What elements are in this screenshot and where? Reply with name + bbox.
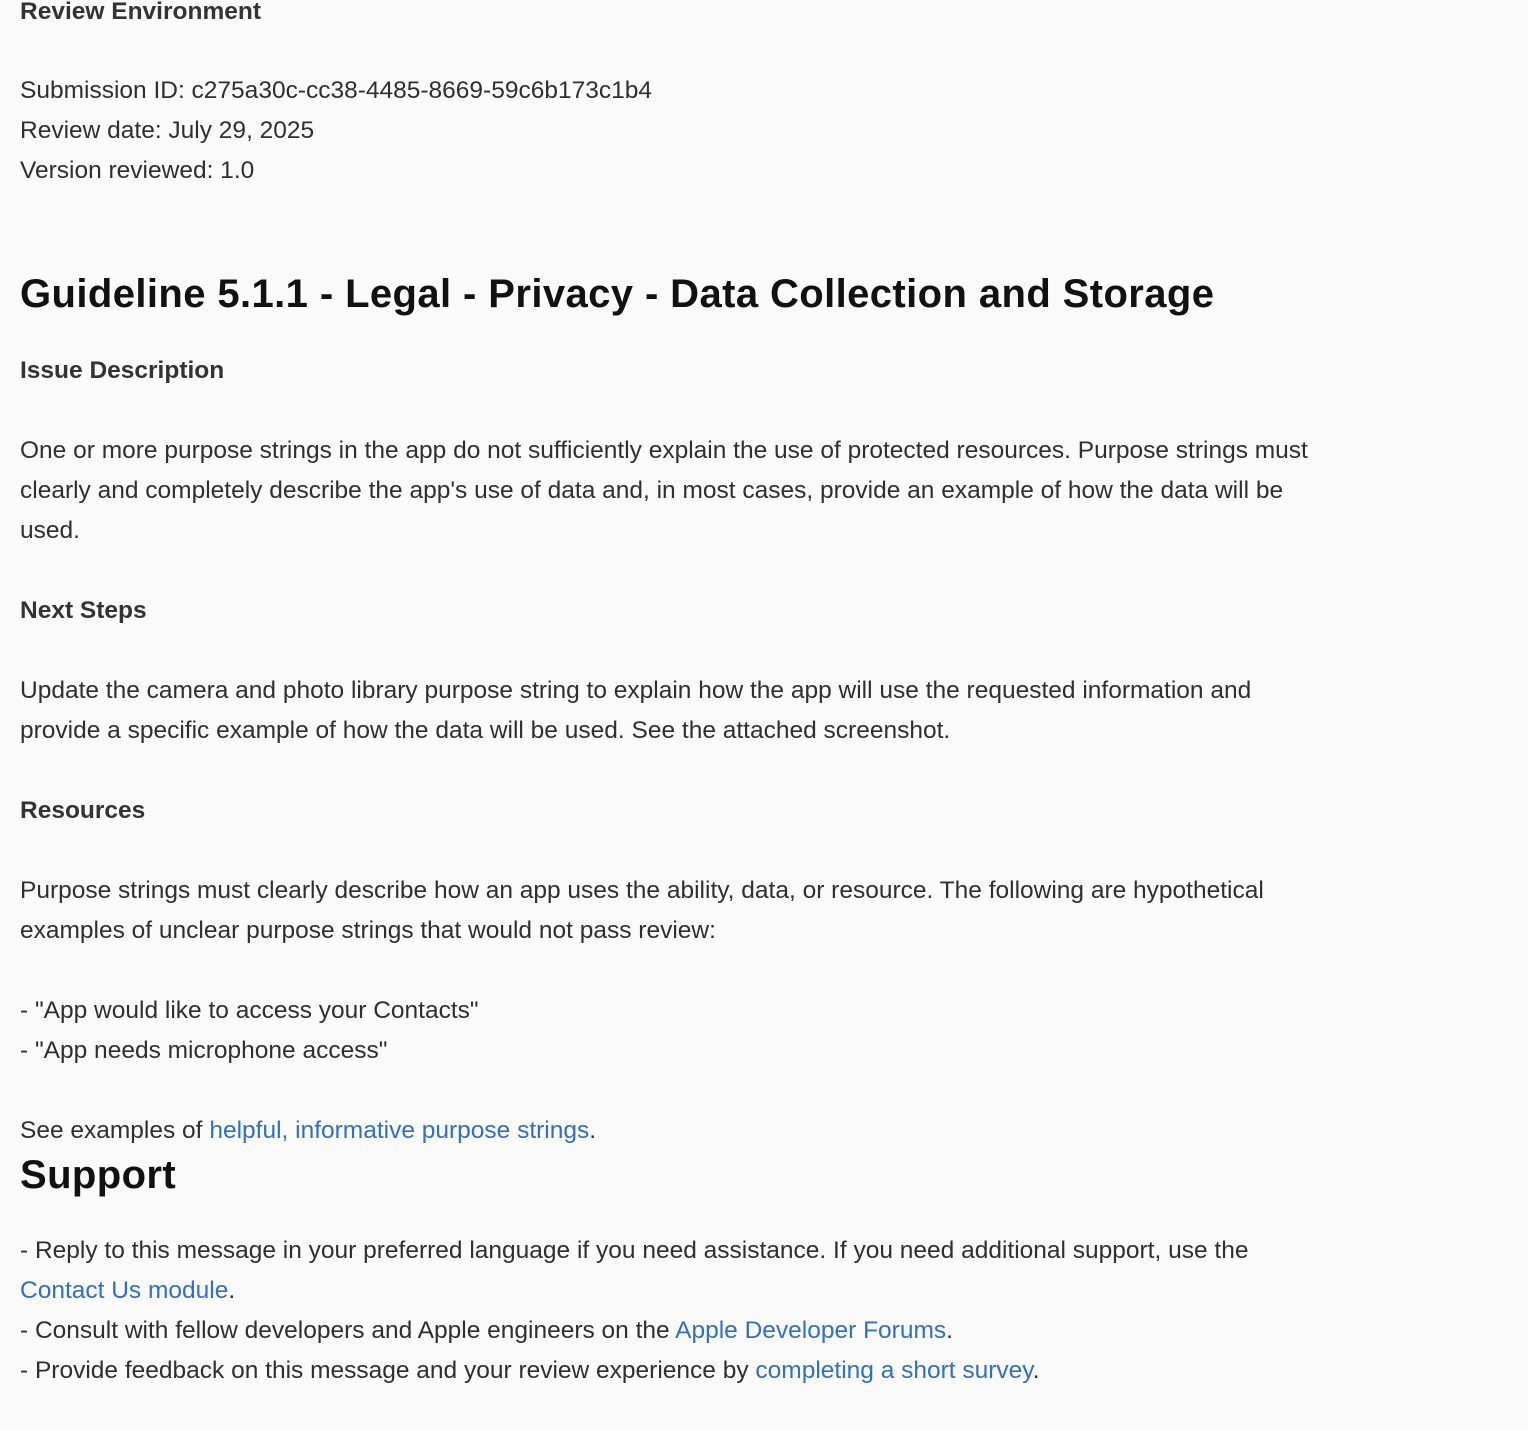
resources-heading: Resources <box>20 797 146 824</box>
next-steps-line: provide a specific example of how the data will be used. See the attached screenshot. <box>20 717 951 744</box>
feedback-prefix: - Provide feedback on this message and your review experience by <box>20 1357 756 1384</box>
resources-line: Purpose strings must clearly describe how an app uses the ability, data, or resource. The following are hypothetical <box>20 877 1264 904</box>
contact-us-suffix: . <box>228 1277 236 1304</box>
support-title: Support <box>20 1153 177 1197</box>
survey-link[interactable]: completing a short survey <box>755 1357 1033 1384</box>
see-examples-line <box>20 1111 596 1151</box>
version-reviewed: Version reviewed: 1.0 <box>20 157 255 184</box>
review-environment-heading: Review Environment <box>20 0 261 25</box>
feedback-suffix: . <box>1032 1357 1040 1384</box>
next-steps-line: Update the camera and photo library purpose string to explain how the app will use the requested information and <box>20 677 1252 704</box>
feedback-line <box>20 1351 1040 1391</box>
see-examples-suffix: . <box>589 1117 597 1144</box>
consult-suffix: . <box>946 1317 953 1344</box>
issue-description-line: clearly and completely describe the app's use of data and, in most cases, provide an example of how the data will be <box>20 477 1284 504</box>
guideline-title: Guideline 5.1.1 - Legal - Privacy - Data Collection and Storage <box>20 272 1215 316</box>
next-steps-heading: Next Steps <box>20 597 147 624</box>
unclear-example: - "App needs microphone access" <box>20 1037 388 1064</box>
unclear-example: - "App would like to access your Contacts" <box>20 997 479 1024</box>
issue-description-line: One or more purpose strings in the app do not sufficiently explain the use of protected resources. Purpose strings must <box>20 437 1308 464</box>
submission-id: Submission ID: c275a30c-cc38-4485-8669-59c6b173c1b4 <box>20 77 652 104</box>
developer-forums-link[interactable]: Apple Developer Forums <box>675 1317 947 1344</box>
resources-line: examples of unclear purpose strings that would not pass review: <box>20 917 716 944</box>
see-examples-prefix: See examples of <box>20 1117 210 1144</box>
contact-us-link[interactable]: Contact Us module <box>20 1277 229 1304</box>
support-reply-line: - Reply to this message in your preferred language if you need assistance. If you need additional support, use the <box>20 1237 1249 1264</box>
review-date: Review date: July 29, 2025 <box>20 117 315 144</box>
consult-line <box>20 1311 953 1351</box>
purpose-strings-link[interactable]: helpful, informative purpose strings <box>209 1117 590 1144</box>
consult-prefix: - Consult with fellow developers and Apple engineers on the <box>20 1317 676 1344</box>
issue-description-line: used. <box>20 517 80 544</box>
contact-us-line <box>20 1271 235 1311</box>
issue-description-heading: Issue Description <box>20 357 225 384</box>
